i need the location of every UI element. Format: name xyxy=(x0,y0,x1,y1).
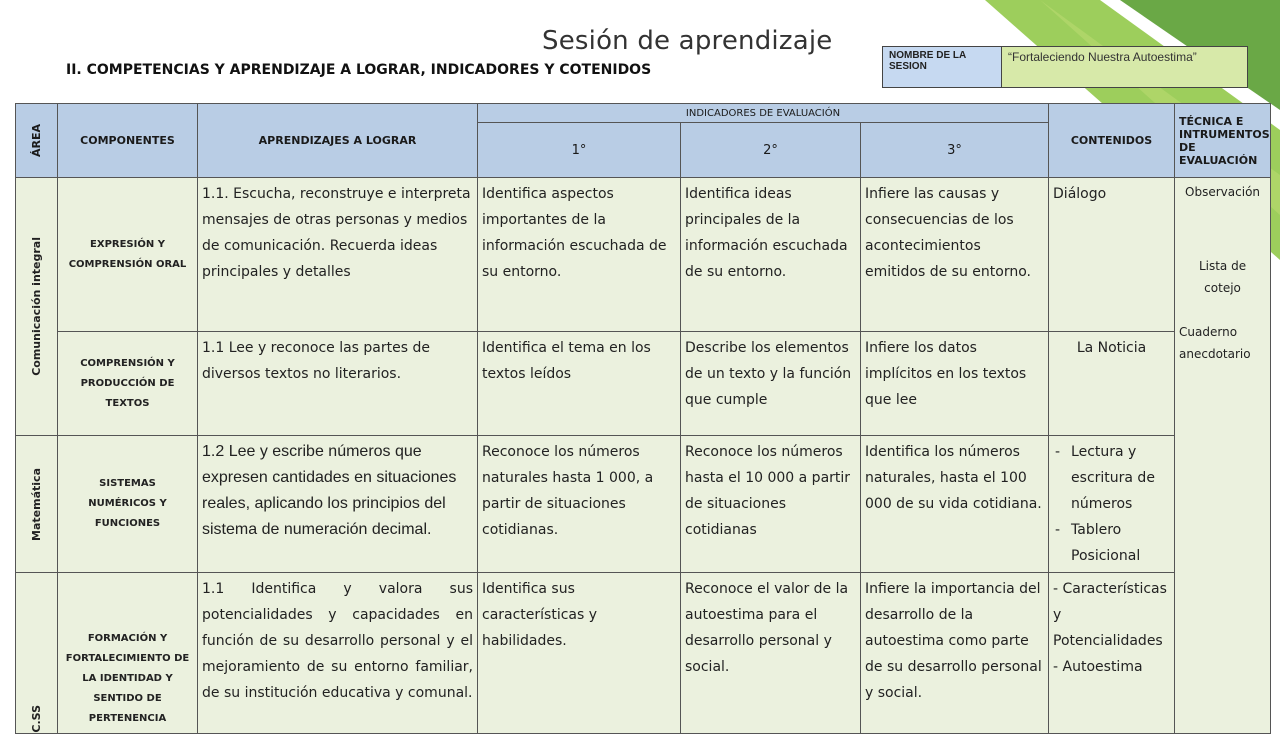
session-name-label: NOMBRE DE LA SESION xyxy=(883,47,1002,88)
table-row xyxy=(16,178,1271,332)
session-name-value: “Fortaleciendo Nuestra Autoestima” xyxy=(1002,47,1248,88)
session-name-box xyxy=(882,46,1248,88)
content-cell: Diálogo xyxy=(1049,178,1175,332)
indicator-grade-3: Identifica los números naturales, hasta el 100 000 de su vida cotidiana. xyxy=(861,436,1049,573)
competencies-table xyxy=(15,103,1271,734)
indicator-grade-1: Identifica sus características y habilidades. xyxy=(478,573,681,734)
indicator-grade-3: Infiere las causas y consecuencias de los acontecimientos emitidos de su entorno. xyxy=(861,178,1049,332)
learning-cell: 1.1 Identifica y valora sus potencialidades y capacidades en función de su desarrollo personal y el mejoramiento de su entorno familiar, de su institución educativa y comunal. xyxy=(198,573,478,734)
technique-cell xyxy=(1175,178,1271,734)
indicator-grade-2: Identifica ideas principales de la información escuchada de su entorno. xyxy=(681,178,861,332)
indicator-grade-2: Reconoce el valor de la autoestima para el desarrollo personal y social. xyxy=(681,573,861,734)
indicator-grade-2: Reconoce los números hasta el 10 000 a partir de situaciones cotidianas xyxy=(681,436,861,573)
header-grade-3: 3° xyxy=(861,123,1049,178)
indicator-grade-1: Reconoce los números naturales hasta 1 000, a partir de situaciones cotidianas. xyxy=(478,436,681,573)
indicator-grade-1: Identifica aspectos importantes de la información escuchada de su entorno. xyxy=(478,178,681,332)
area-math: Matemática xyxy=(16,436,58,573)
area-communication: Comunicación integral xyxy=(16,178,58,436)
technique-notebook: Cuaderno anecdotario xyxy=(1179,325,1251,361)
content-cell: La Noticia xyxy=(1049,332,1175,436)
header-contents: CONTENIDOS xyxy=(1049,104,1175,178)
header-technique: TÉCNICA E INTRUMENTOS DE EVALUACIÓN xyxy=(1175,104,1271,178)
header-indicators: INDICADORES DE EVALUACIÓN xyxy=(478,104,1049,123)
table-row xyxy=(16,436,1271,573)
component-cell: EXPRESIÓN Y COMPRENSIÓN ORAL xyxy=(58,178,198,332)
technique-observation: Observación xyxy=(1185,185,1261,199)
indicator-grade-3: Infiere la importancia del desarrollo de la autoestima como parte de su desarrollo personal y social. xyxy=(861,573,1049,734)
list-item: - Tablero Posicional xyxy=(1053,517,1170,569)
header-learning: APRENDIZAJES A LOGRAR xyxy=(198,104,478,178)
content-cell xyxy=(1049,436,1175,573)
header-area: ÁREA xyxy=(16,104,58,178)
list-item: - Lectura y escritura de números xyxy=(1053,439,1170,517)
indicator-grade-2: Describe los elementos de un texto y la función que cumple xyxy=(681,332,861,436)
header-components: COMPONENTES xyxy=(58,104,198,178)
list-item: - Características y Potencialidades xyxy=(1053,581,1167,649)
area-css: C.SS xyxy=(16,573,58,734)
component-cell: FORMACIÓN Y FORTALECIMIENTO DE LA IDENTIDAD Y SENTIDO DE PERTENENCIA xyxy=(58,573,198,734)
learning-cell: 1.1. Escucha, reconstruye e interpreta mensajes de otras personas y medios de comunicación. Recuerda ideas principales y detalles xyxy=(198,178,478,332)
component-cell: COMPRENSIÓN Y PRODUCCIÓN DE TEXTOS xyxy=(58,332,198,436)
section-subtitle: II. COMPETENCIAS Y APRENDIZAJE A LOGRAR, INDICADORES Y COTENIDOS xyxy=(66,62,652,78)
table-row xyxy=(16,332,1271,436)
indicator-grade-1: Identifica el tema en los textos leídos xyxy=(478,332,681,436)
learning-cell: 1.1 Lee y reconoce las partes de diversos textos no literarios. xyxy=(198,332,478,436)
table-row xyxy=(16,573,1271,734)
component-cell: SISTEMAS NUMÉRICOS Y FUNCIONES xyxy=(58,436,198,573)
header-grade-2: 2° xyxy=(681,123,861,178)
content-list xyxy=(1053,439,1170,569)
content-cell xyxy=(1049,573,1175,734)
learning-cell: 1.2 Lee y escribe números que expresen cantidades en situaciones reales, aplicando los principios del sistema de numeración decimal. xyxy=(198,436,478,573)
technique-checklist: Lista de cotejo xyxy=(1198,259,1247,295)
header-grade-1: 1° xyxy=(478,123,681,178)
list-item: - Autoestima xyxy=(1053,659,1143,675)
page-title: Sesión de aprendizaje xyxy=(542,26,833,56)
indicator-grade-3: Infiere los datos implícitos en los textos que lee xyxy=(861,332,1049,436)
